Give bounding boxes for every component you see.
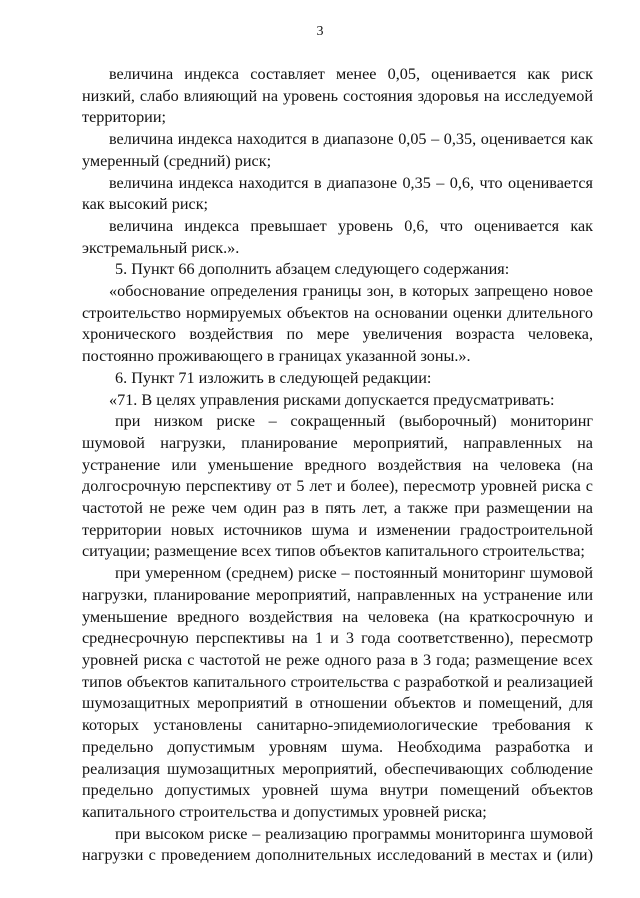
paragraph-high-risk-index: величина индекса находится в диапазоне 0,35 – 0,6, что оценивается как высокий риск; bbox=[82, 173, 593, 214]
paragraph-low-risk-index: величина индекса составляет менее 0,05, оценивается как риск низкий, слабо влияющий на уровень состояния здоровья на исследуемой территории; bbox=[82, 65, 593, 127]
paragraph-moderate-risk-measures: при умеренном (среднем) риске – постоянный мониторинг шумовой нагрузки, планирование мероприятий, направленных на устранение или уменьшение вредного воздействия на человека (на краткосрочную и среднесрочную перспективы на 1 и 3 года соответственно), пересмотр уровней риска с частотой не реже одного раза в 3 года; размещение всех типов объектов капитального строительства с разработкой и реализацией шумозащитных мероприятий в отношении объектов и помещений, для которых установлены санитарно-эпидемиологические требования к предельно допустимым уровням шума. Необходима разработка и реализация шумозащитных мероприятий, обеспечивающих соблюдение предельно допустимых уровней шума внутри помещений объектов капитального строительства и допустимых уровней риска; bbox=[82, 564, 593, 821]
paragraph-low-risk-measures: при низком риске – сокращенный (выборочный) мониторинг шумовой нагрузки, планирование мероприятий, направленных на устранение или уменьшение вредного воздействия на человека (на долгосрочную перспективу от 5 лет и более), пересмотр уровней риска с частотой не реже чем один раз в пять лет, а также при размещении на территории новых источников шума и изменении градостроительной ситуации; размещение всех типов объектов капитального строительства; bbox=[82, 412, 593, 561]
document-body bbox=[82, 64, 593, 867]
paragraph-item-66-addition: «обоснование определения границы зон, в которых запрещено новое строительство нормируемых объектов на основании оценки длительного хронического воздействия по мере увеличения возраста человека, постоянно проживающего в границах указанной зоны.». bbox=[82, 282, 593, 366]
paragraph-moderate-risk-index: величина индекса находится в диапазоне 0,05 – 0,35, оценивается как умеренный (средний) риск; bbox=[82, 130, 593, 170]
paragraph-item-5-heading: 5. Пункт 66 дополнить абзацем следующего содержания: bbox=[115, 260, 510, 279]
paragraph-item-71-intro: «71. В целях управления рисками допускается предусматривать: bbox=[109, 390, 555, 409]
paragraph-high-risk-measures: при высоком риске – реализацию программы мониторинга шумовой нагрузки с проведением дополнительных исследований в местах и (или) bbox=[82, 824, 593, 865]
page-number: 3 bbox=[316, 24, 324, 39]
paragraph-item-6-heading: 6. Пункт 71 изложить в следующей редакции: bbox=[115, 368, 432, 387]
paragraph-extreme-risk-index: величина индекса превышает уровень 0,6, что оценивается как экстремальный риск.». bbox=[82, 216, 593, 257]
